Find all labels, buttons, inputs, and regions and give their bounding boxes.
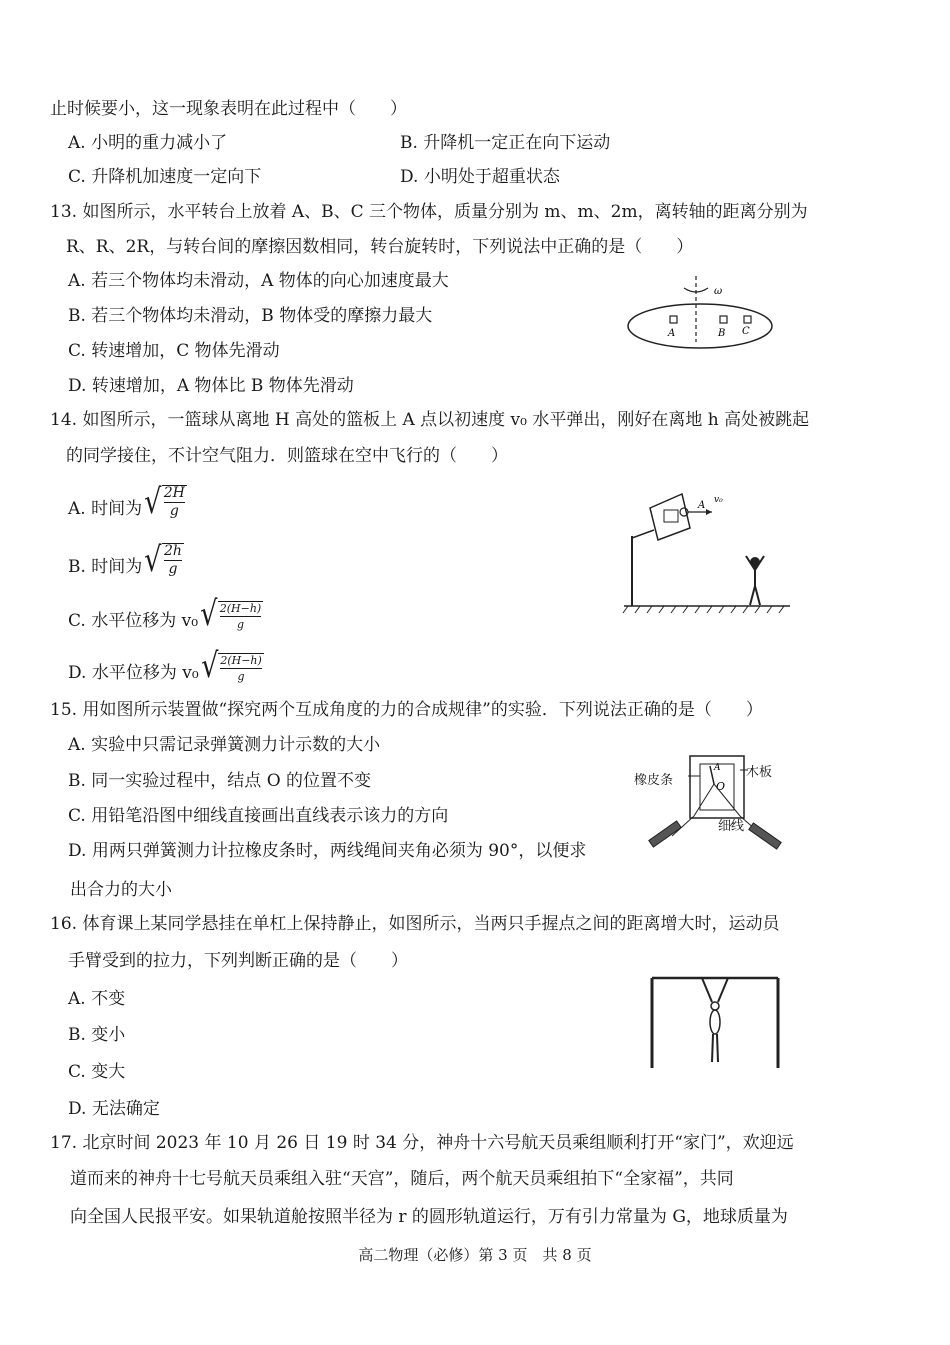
rubber-label: 橡皮条 [634, 773, 674, 788]
q14-stem-2: 的同学接住，不计空气阻力．则篮球在空中飞行的（ ） [66, 446, 508, 466]
q16-option-c: C. 变大 [68, 1062, 126, 1082]
q13-stem-1: 13. 如图所示，水平转台上放着 A、B、C 三个物体，质量分别为 m、m、2m，离转轴的距离分别为 [50, 202, 808, 222]
q15-option-c: C. 用铅笔沿图中细线直接画出直线表示该力的方向 [68, 806, 449, 826]
turntable-label-b: B [718, 328, 726, 339]
turntable-label-a: A [668, 328, 676, 339]
turntable-figure [620, 272, 780, 352]
q14-option-a [68, 480, 187, 524]
q15-option-d-cont: 出合力的大小 [70, 880, 172, 900]
q13-option-d: D. 转速增加，A 物体比 B 物体先滑动 [68, 376, 354, 396]
q14-option-d-label: D. 水平位移为 v₀ [68, 663, 199, 683]
q17-stem-1: 17. 北京时间 2023 年 10 月 26 日 19 时 34 分，神舟十六号航天员乘组顺利打开“家门”，欢迎远 [50, 1133, 794, 1153]
q12-option-d: D. 小明处于超重状态 [400, 167, 560, 187]
point-a-label: A [698, 500, 706, 511]
v0-label: v₀ [714, 495, 723, 505]
q15-option-b: B. 同一实验过程中，结点 O 的位置不变 [68, 771, 372, 791]
q17-stem-3: 向全国人民报平安。如果轨道舱按照半径为 r 的圆形轨道运行，万有引力常量为 G，地球质量为 [70, 1207, 788, 1227]
board-label: 木板 [746, 765, 773, 780]
frac-num: 2(H−h) [220, 654, 262, 667]
q12-stem-tail: 止时候要小，这一现象表明在此过程中（ ） [50, 99, 407, 119]
page-footer: 高二物理（必修）第 3 页 共 8 页 [358, 1246, 592, 1264]
q14-option-a-label: A. 时间为 [68, 499, 143, 519]
sqrt-2Hh-over-g-c: √ 2(H−h) g [200, 594, 262, 634]
q14-option-b-label: B. 时间为 [68, 557, 143, 577]
q16-option-d: D. 无法确定 [68, 1099, 160, 1119]
node-o-label: O [716, 780, 726, 793]
q16-option-b: B. 变小 [68, 1025, 126, 1045]
q14-option-b [68, 538, 184, 582]
point-a-label: A [714, 763, 721, 773]
q12-option-c: C. 升降机加速度一定向下 [68, 167, 262, 187]
q13-stem-2: R、R、2R，与转台间的摩擦因数相同，转台旋转时，下列说法中正确的是（ ） [66, 237, 694, 257]
sqrt-2H-over-g: √ 2H g [144, 482, 185, 522]
frac-den: g [169, 503, 179, 519]
frac-num: 2(H−h) [219, 602, 262, 615]
q13-option-a: A. 若三个物体均未滑动，A 物体的向心加速度最大 [68, 271, 449, 291]
q14-stem-1: 14. 如图所示，一篮球从离地 H 高处的篮板上 A 点以初速度 v₀ 水平弹出，刚好在离地 h 高处被跳起 [50, 410, 810, 430]
frac-den: g [168, 561, 178, 577]
frac-num: 2H [163, 485, 185, 501]
frac-num: 2h [163, 543, 182, 559]
q13-option-b: B. 若三个物体均未滑动，B 物体受的摩擦力最大 [68, 306, 433, 326]
basketball-figure [620, 488, 795, 618]
sqrt-2h-over-g: √ 2h g [144, 540, 182, 580]
q14-option-c-label: C. 水平位移为 v₀ [68, 611, 199, 631]
q15-option-a: A. 实验中只需记录弹簧测力计示数的大小 [68, 735, 381, 755]
frac-den: g [236, 618, 244, 631]
q13-option-c: C. 转速增加，C 物体先滑动 [68, 341, 280, 361]
omega-label: ω [714, 286, 723, 297]
q12-option-a: A. 小明的重力减小了 [68, 133, 228, 153]
turntable-label-c: C [742, 326, 750, 337]
q16-stem-2: 手臂受到的拉力，下列判断正确的是（ ） [68, 951, 408, 971]
q16-option-a: A. 不变 [68, 989, 126, 1009]
q16-stem-1: 16. 体育课上某同学悬挂在单杠上保持静止，如图所示，当两只手握点之间的距离增大时，运动员 [50, 914, 780, 934]
q14-option-c [68, 592, 263, 636]
sqrt-2Hh-over-g-d: √ 2(H−h) g [200, 646, 262, 686]
horizontal-bar-figure [640, 970, 790, 1070]
q17-stem-2: 道而来的神舟十七号航天员乘组入驻“天宫”，随后，两个航天员乘组拍下“全家福”，共同 [70, 1169, 734, 1189]
q12-option-b: B. 升降机一定正在向下运动 [400, 133, 611, 153]
q14-option-d [68, 644, 264, 688]
q15-option-d: D. 用两只弹簧测力计拉橡皮条时，两线绳间夹角必须为 90°，以便求 [68, 841, 587, 861]
string-label: 细线 [718, 819, 745, 834]
frac-den: g [237, 670, 245, 683]
q15-stem: 15. 用如图所示装置做“探究两个互成角度的力的合成规律”的实验．下列说法正确的是（ ） [50, 700, 763, 720]
